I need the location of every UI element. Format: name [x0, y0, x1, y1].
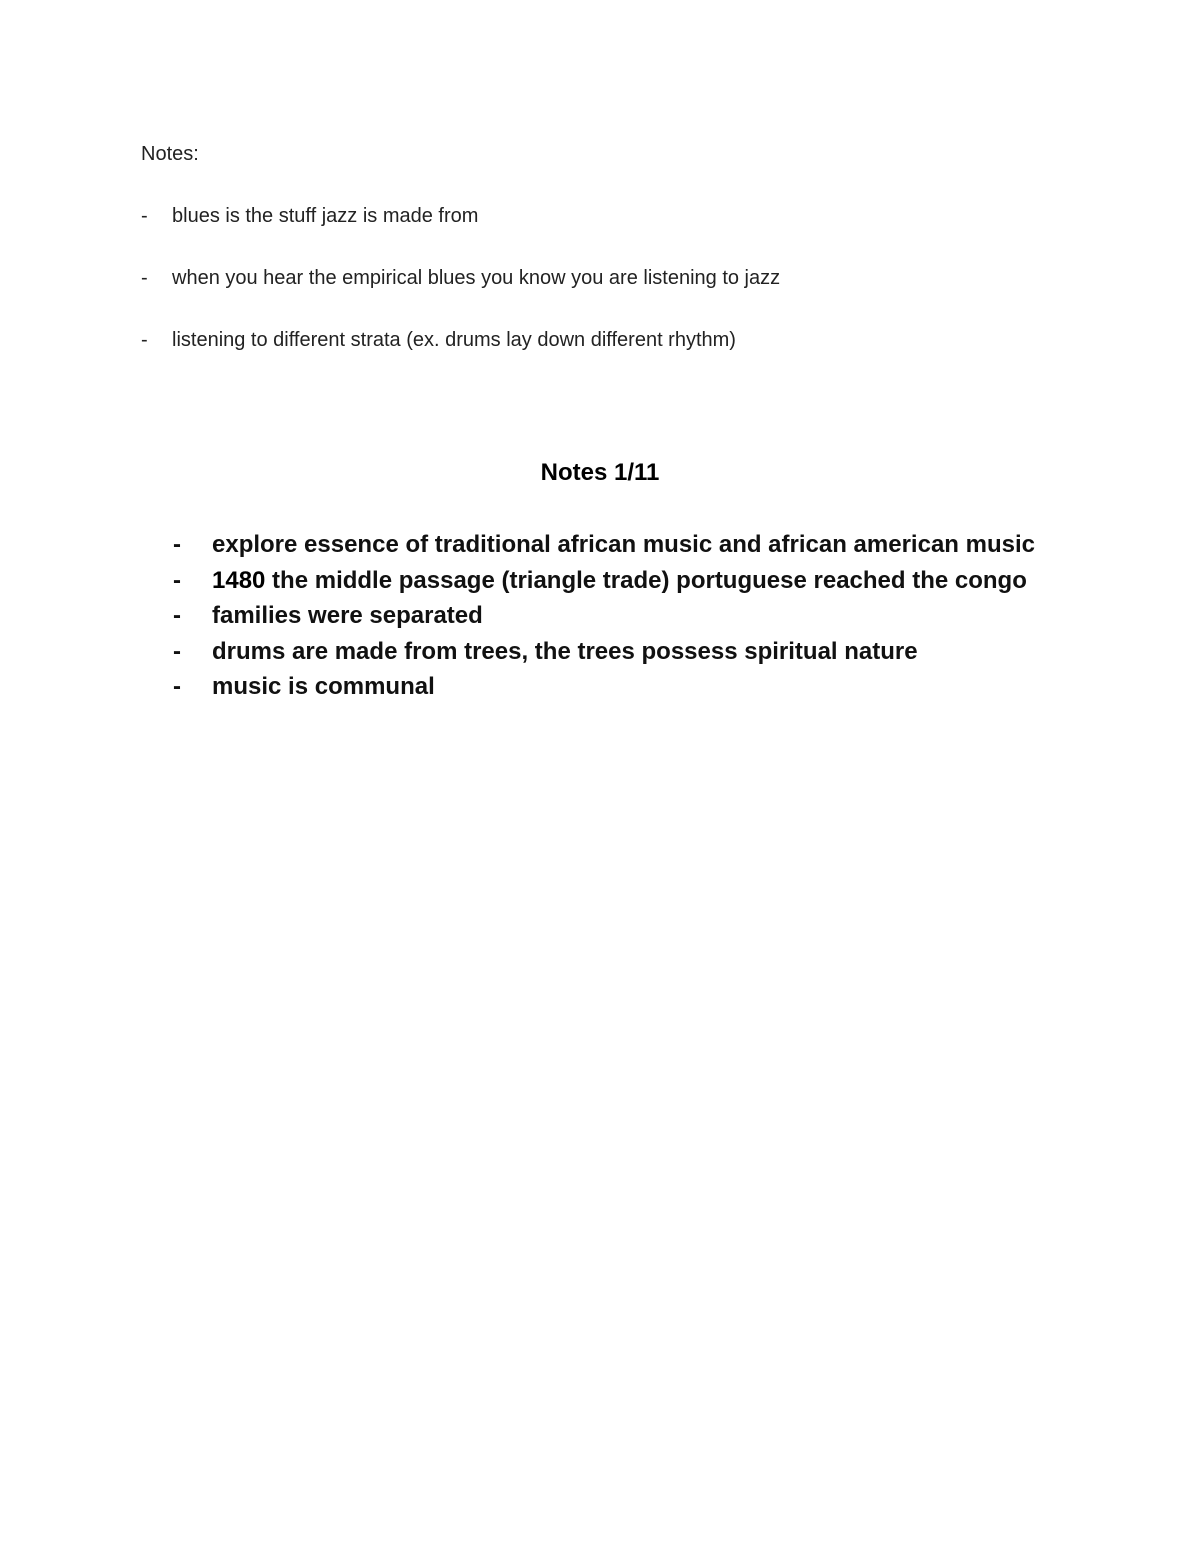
list-bullet: - [173, 566, 181, 594]
list-item-text: drums are made from trees, the trees possess spiritual nature [212, 637, 918, 665]
list-bullet: - [173, 531, 181, 558]
list-item-rest: the middle passage (triangle trade) portuguese reached the congo [265, 566, 1027, 594]
list-item-text [212, 566, 1027, 596]
list-bullet: - [141, 329, 148, 351]
section-title: Notes 1/11 [540, 459, 660, 486]
notes-heading: Notes: [141, 143, 199, 165]
list-bullet: - [141, 267, 148, 289]
list-bullet: - [173, 637, 181, 665]
list-item-text: listening to different strata (ex. drums lay down different rhythm) [172, 329, 736, 351]
list-bullet: - [141, 205, 148, 227]
year-emphasis: 1480 [212, 566, 266, 594]
list-item-text: when you hear the empirical blues you know you are listening to jazz [172, 267, 781, 289]
list-item-text: blues is the stuff jazz is made from [172, 205, 479, 227]
list-item-text: explore essence of traditional african music and african american music [212, 531, 1035, 558]
list-bullet: - [173, 602, 181, 629]
list-item-text: families were separated [212, 602, 483, 629]
list-item-text: music is communal [212, 673, 435, 700]
list-bullet: - [173, 673, 181, 700]
